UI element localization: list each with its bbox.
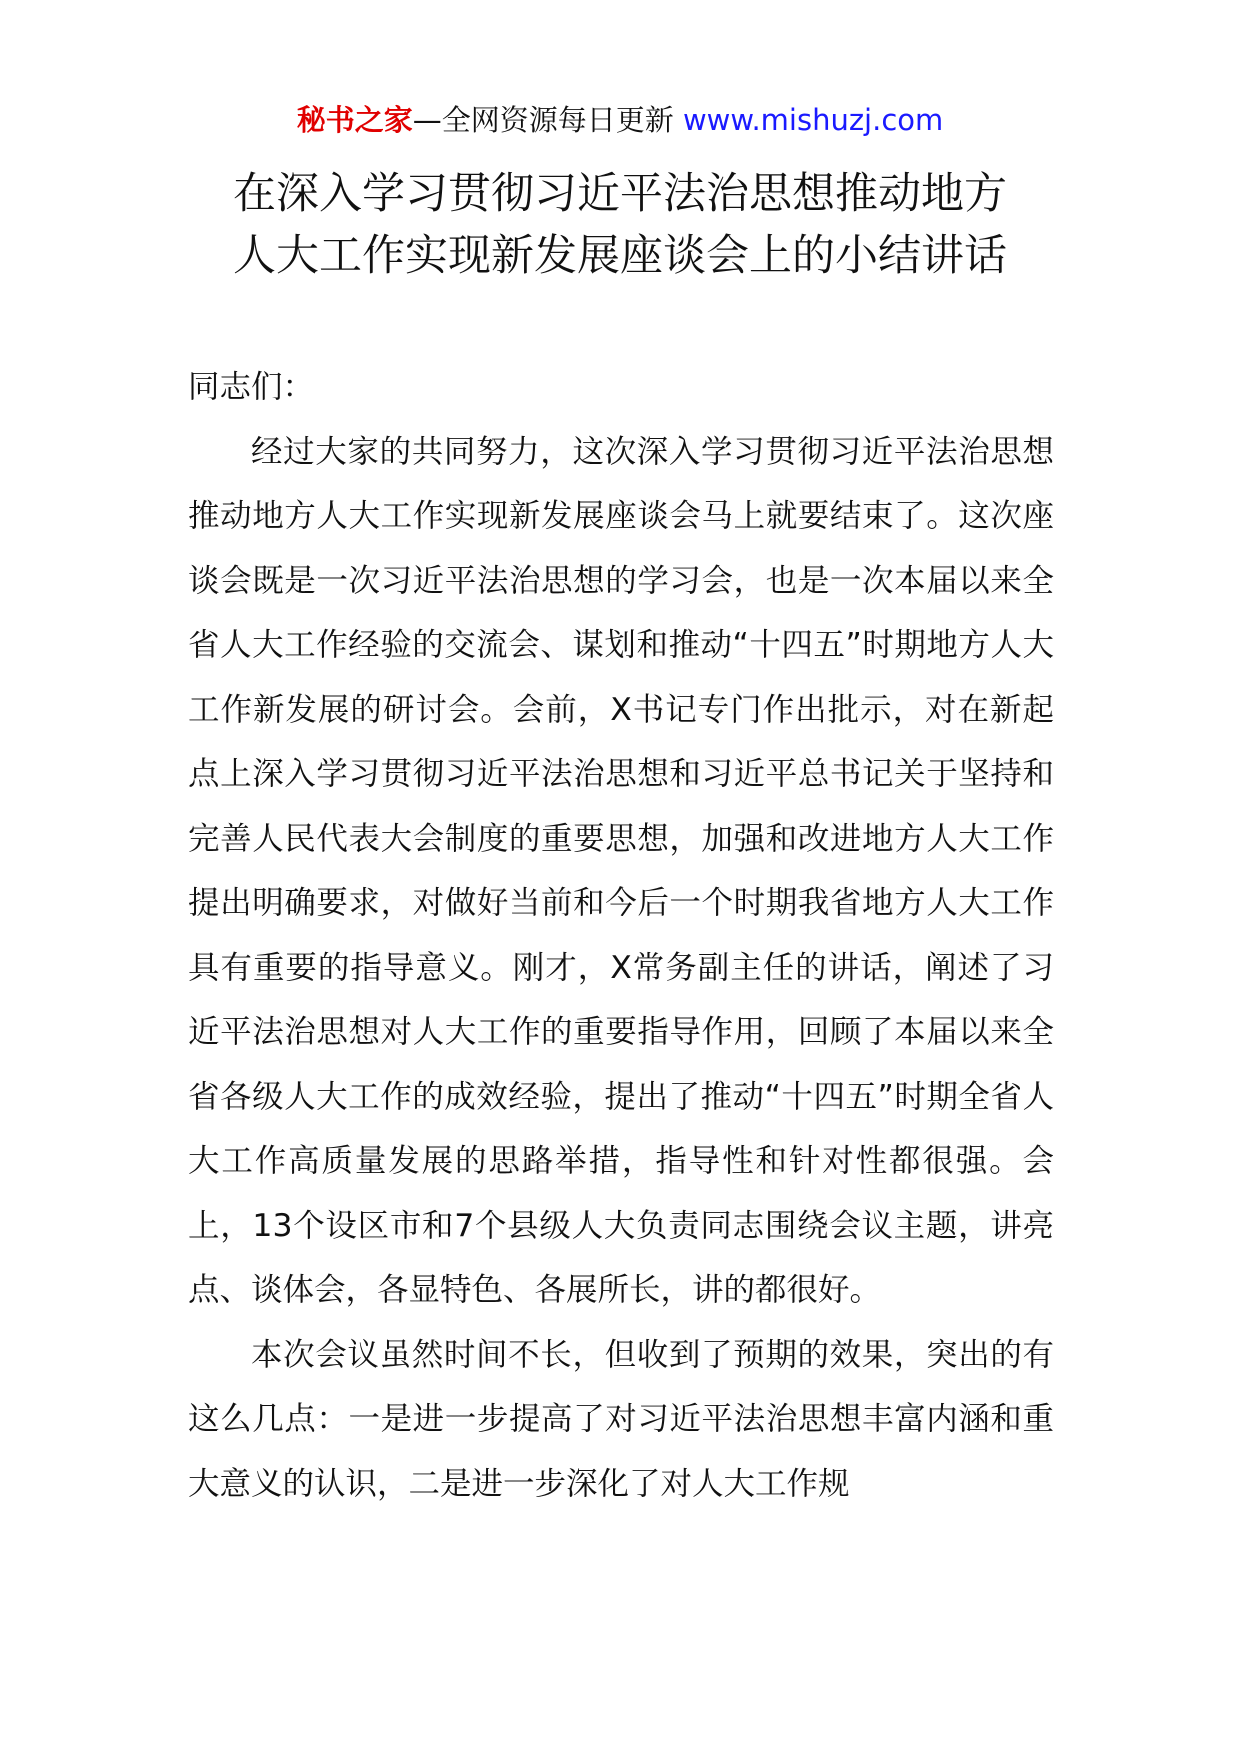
document-body <box>188 355 1054 1516</box>
title-line-1: 在深入学习贯彻习近平法治思想推动地方 <box>233 169 1007 219</box>
site-header <box>0 100 1240 140</box>
salutation: 同志们： <box>188 369 315 405</box>
paragraph-2: 本次会议虽然时间不长，但收到了预期的效果，突出的有这么几点：一是进一步提高了对习近平法治思想丰富内涵和重大意义的认识，二是进一步深化了对人大工作规 <box>188 1336 1054 1502</box>
site-tagline: —全网资源每日更新 <box>412 103 683 137</box>
paragraph-1: 经过大家的共同努力，这次深入学习贯彻习近平法治思想推动地方人大工作实现新发展座谈会马上就要结束了。这次座谈会既是一次习近平法治思想的学习会，也是一次本届以来全省人大工作经验的交流会、谋划和推动“十四五”时期地方人大工作新发展的研讨会。会前，X书记专门作出批示，对在新起点上深入学习贯彻习近平法治思想和习近平总书记关于坚持和完善人民代表大会制度的重要思想，加强和改进地方人大工作提出明确要求，对做好当前和今后一个时期我省地方人大工作具有重要的指导意义。刚才，X常务副主任的讲话，阐述了习近平法治思想对人大工作的重要指导作用，回顾了本届以来全省各级人大工作的成效经验，提出了推动“十四五”时期全省人大工作高质量发展的思路举措，指导性和针对性都很强。会上，13个设区市和7个县级人大负责同志围绕会议主题，讲亮点、谈体会，各显特色、各展所长，讲的都很好。 <box>188 433 1054 1308</box>
site-name: 秘书之家 <box>296 103 413 137</box>
site-url-link[interactable]: www.mishuzj.com <box>682 103 944 137</box>
document-title <box>100 163 1140 287</box>
title-line-2: 人大工作实现新发展座谈会上的小结讲话 <box>233 231 1007 281</box>
